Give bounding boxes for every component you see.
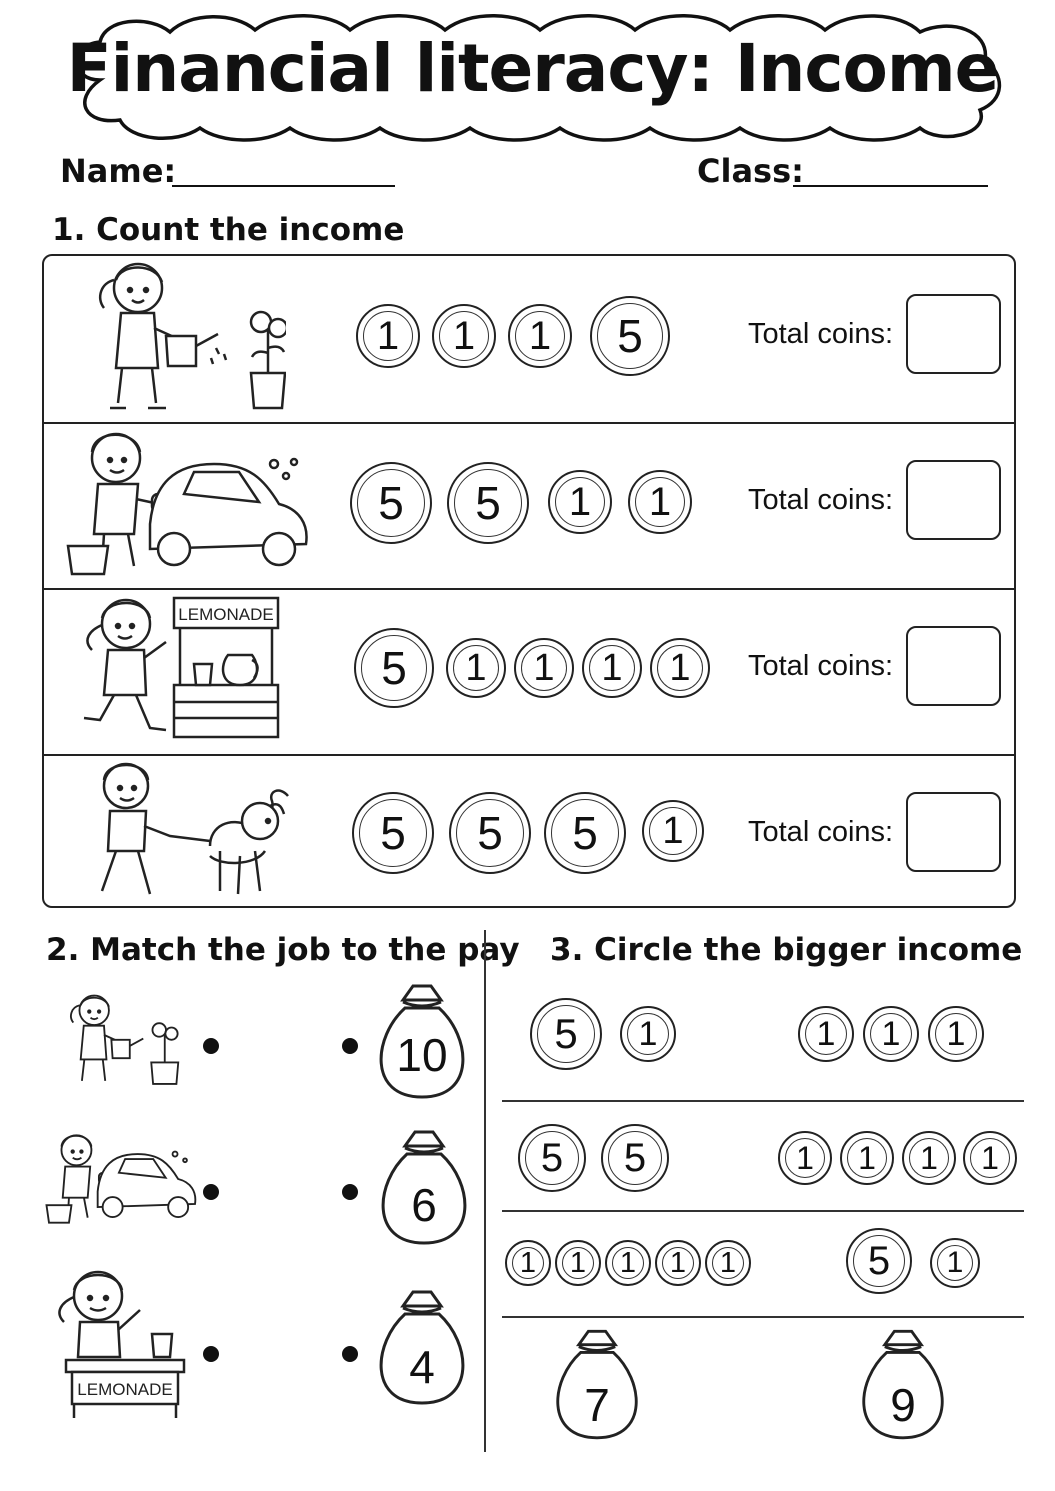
coin-icon[interactable]: 5	[518, 1124, 586, 1192]
class-answer-line[interactable]	[793, 185, 988, 187]
money-bag-icon: 4	[373, 1288, 471, 1408]
match-dot-pay-3[interactable]	[342, 1346, 358, 1362]
boy-washing-car-illustration	[44, 1112, 200, 1246]
coin-icon[interactable]: 1	[928, 1006, 984, 1062]
total-coins-label: Total coins:	[748, 484, 894, 516]
total-coins-answer-box[interactable]	[906, 792, 1001, 872]
money-bag-icon: 6	[375, 1128, 473, 1248]
income-row-1	[44, 256, 1014, 422]
total-coins-answer-box[interactable]	[906, 294, 1001, 374]
income-row-2	[44, 422, 1014, 588]
coin-icon[interactable]: 1	[963, 1131, 1017, 1185]
match-dot-pay-2[interactable]	[342, 1184, 358, 1200]
girl-watering-flowers-illustration	[66, 258, 286, 418]
coin-icon[interactable]: 1	[605, 1240, 651, 1286]
row-divider	[502, 1316, 1024, 1318]
row-divider	[502, 1210, 1024, 1212]
coin-icon: 1	[356, 304, 420, 368]
coin-icon: 5	[590, 296, 670, 376]
coin-icon[interactable]: 1	[798, 1006, 854, 1062]
girl-watering-flowers-illustration	[50, 978, 185, 1104]
money-bag-icon: 10	[373, 982, 471, 1102]
section2-heading: 2. Match the job to the pay	[46, 932, 520, 968]
coin-icon[interactable]: 1	[620, 1006, 676, 1062]
coin-icon[interactable]: 5	[601, 1124, 669, 1192]
coin-icon[interactable]: 1	[555, 1240, 601, 1286]
coin-icon: 1	[446, 638, 506, 698]
match-dot-job-1[interactable]	[203, 1038, 219, 1054]
coin-icon: 5	[350, 462, 432, 544]
girl-lemonade-stand-illustration	[70, 590, 290, 750]
coin-icon: 1	[650, 638, 710, 698]
coin-icon[interactable]: 1	[930, 1238, 980, 1288]
money-bag-icon[interactable]: 7	[550, 1326, 644, 1444]
match-dot-pay-1[interactable]	[342, 1038, 358, 1054]
coin-icon: 5	[354, 628, 434, 708]
coin-icon[interactable]: 1	[655, 1240, 701, 1286]
coin-icon[interactable]: 5	[530, 998, 602, 1070]
coin-icon[interactable]: 1	[505, 1240, 551, 1286]
lemonade-sign-text: LEMONADE	[178, 605, 274, 624]
coin-icon[interactable]: 1	[840, 1131, 894, 1185]
income-row-3	[44, 588, 1014, 754]
coin-icon[interactable]: 1	[778, 1131, 832, 1185]
total-coins-answer-box[interactable]	[906, 460, 1001, 540]
coin-icon: 1	[432, 304, 496, 368]
coin-icon: 5	[544, 792, 626, 874]
girl-lemonade-stand-illustration	[44, 1262, 188, 1422]
total-coins-label: Total coins:	[748, 650, 894, 682]
income-row-4	[44, 754, 1014, 920]
section3-heading: 3. Circle the bigger income	[550, 932, 1023, 968]
page-title: Financial literacy: Income	[66, 30, 999, 107]
boy-washing-car-illustration	[64, 424, 314, 584]
count-income-table	[42, 254, 1016, 908]
coin-icon: 1	[548, 470, 612, 534]
coin-icon: 5	[352, 792, 434, 874]
total-coins-label: Total coins:	[748, 816, 894, 848]
coin-icon: 1	[628, 470, 692, 534]
match-dot-job-3[interactable]	[203, 1346, 219, 1362]
lemonade-sign-text: LEMONADE	[77, 1380, 173, 1399]
name-answer-line[interactable]	[172, 185, 395, 187]
boy-walking-dog-illustration	[80, 756, 290, 916]
coin-icon: 1	[642, 800, 704, 862]
coin-icon: 5	[449, 792, 531, 874]
coin-icon[interactable]: 5	[846, 1228, 912, 1294]
coin-icon: 1	[514, 638, 574, 698]
total-coins-answer-box[interactable]	[906, 626, 1001, 706]
coin-icon: 1	[508, 304, 572, 368]
coin-icon: 5	[447, 462, 529, 544]
row-divider	[502, 1100, 1024, 1102]
coin-icon[interactable]: 1	[863, 1006, 919, 1062]
coin-icon: 1	[582, 638, 642, 698]
class-label: Class:	[697, 152, 804, 190]
total-coins-label: Total coins:	[748, 318, 894, 350]
coin-icon[interactable]: 1	[705, 1240, 751, 1286]
name-label: Name:	[60, 152, 177, 190]
section-divider	[484, 930, 486, 1452]
match-dot-job-2[interactable]	[203, 1184, 219, 1200]
section1-heading: 1. Count the income	[52, 212, 405, 248]
money-bag-icon[interactable]: 9	[856, 1326, 950, 1444]
coin-icon[interactable]: 1	[902, 1131, 956, 1185]
